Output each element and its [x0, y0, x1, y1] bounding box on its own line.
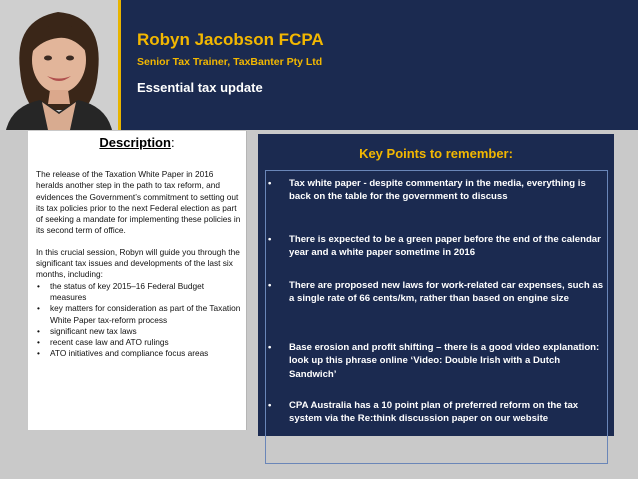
- key-point-text: There are proposed new laws for work-related car expenses, such as a single rate of 66 cents/km, rather than based on engine size: [289, 280, 604, 305]
- bullet-icon: •: [268, 400, 272, 411]
- presenter-photo: [0, 0, 118, 130]
- key-point-item: [266, 399, 604, 426]
- gold-accent-bar: [118, 0, 121, 130]
- description-list-item: [36, 326, 242, 337]
- description-heading-colon: :: [170, 135, 175, 150]
- description-paragraph-2: In this crucial session, Robyn will guide you through the significant tax issues and developments of the last six months, including:: [36, 246, 240, 280]
- bullet-icon: •: [268, 280, 272, 291]
- bullet-icon: •: [37, 303, 40, 314]
- description-heading-text: Description: [99, 135, 171, 150]
- description-item-text: ATO initiatives and compliance focus areas: [50, 348, 209, 359]
- key-point-text: Tax white paper - despite commentary in the media, everything is back on the table for the government to discuss: [289, 178, 586, 203]
- description-item-text: key matters for consideration as part of the Taxation White Paper tax-reform process: [50, 303, 241, 325]
- description-list-item: [36, 281, 242, 304]
- description-paragraph-1: The release of the Taxation White Paper in 2016 heralds another step in the path to tax reform, and evidences the Government’s commitment to setting out its tax policies prior to the next Federal election as part of seeking a mandate for implementing these policies in its second term of office.: [36, 169, 241, 236]
- bullet-icon: •: [37, 337, 40, 348]
- description-list-item: [36, 303, 242, 326]
- key-points-panel: [258, 134, 614, 436]
- key-points-heading: Key Points to remember:: [359, 146, 513, 161]
- bullet-icon: •: [37, 280, 40, 291]
- description-heading: [28, 135, 246, 150]
- key-points-box: [265, 170, 608, 464]
- presenter-role: Senior Tax Trainer, TaxBanter Pty Ltd: [137, 56, 323, 68]
- session-title: Essential tax update: [137, 80, 263, 95]
- key-point-text: CPA Australia has a 10 point plan of preferred reform on the tax system via the Re:think discussion paper on our website: [289, 400, 579, 425]
- description-item-text: the status of key 2015–16 Federal Budget measures: [50, 280, 205, 302]
- key-point-text: Base erosion and profit shifting – there is a good video explanation: look up this phrase online ‘Video: Double Irish with a Dutch Sandwich’: [289, 342, 600, 380]
- header-banner: [0, 0, 638, 130]
- key-point-item: [266, 341, 604, 381]
- bullet-icon: •: [268, 178, 272, 189]
- presenter-name: Robyn Jacobson FCPA: [137, 30, 324, 49]
- description-body: [36, 169, 242, 360]
- bullet-icon: •: [268, 342, 272, 353]
- description-list-item: [36, 337, 242, 348]
- bullet-icon: •: [37, 325, 40, 336]
- description-item-text: significant new tax laws: [50, 325, 137, 336]
- key-point-text: There is expected to be a green paper before the end of the calendar year and a white paper sometime in 2016: [289, 234, 601, 259]
- description-list-item: [36, 348, 242, 359]
- description-item-text: recent case law and ATO rulings: [50, 337, 169, 348]
- description-panel: [28, 131, 247, 430]
- key-point-item: [266, 279, 604, 306]
- presenter-portrait: [0, 0, 118, 130]
- description-list: [36, 281, 242, 360]
- key-point-item: [266, 233, 604, 260]
- bullet-icon: •: [268, 234, 272, 245]
- bullet-icon: •: [37, 348, 40, 359]
- key-point-item: [266, 177, 604, 204]
